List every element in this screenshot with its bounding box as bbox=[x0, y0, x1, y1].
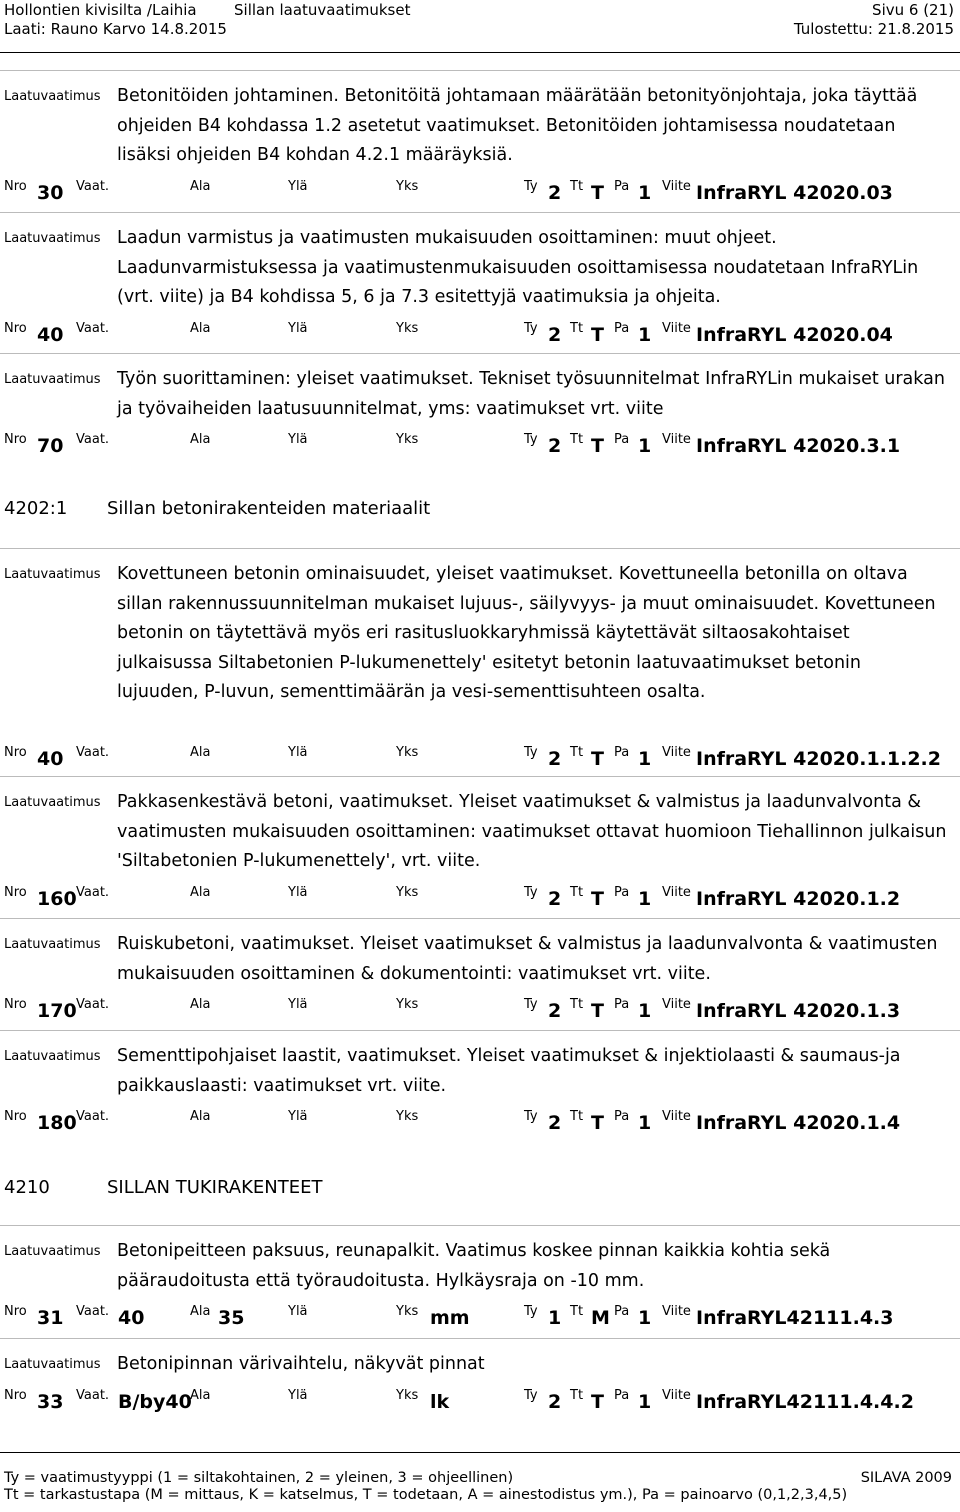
tt-value: T bbox=[591, 181, 604, 204]
section-divider bbox=[0, 353, 960, 354]
tt-label: Tt bbox=[570, 884, 584, 900]
ty-value: 2 bbox=[548, 323, 562, 346]
header-divider bbox=[0, 52, 960, 53]
nro-value: 30 bbox=[37, 181, 64, 204]
requirement-meta-row bbox=[4, 743, 956, 773]
page-number: Sivu 6 (21) bbox=[872, 1, 954, 19]
vaat-label: Vaat. bbox=[76, 997, 110, 1012]
yks-value: mm bbox=[430, 1307, 470, 1329]
page-footer bbox=[4, 1470, 952, 1504]
vaat-label: Vaat. bbox=[76, 320, 110, 336]
pa-label: Pa bbox=[614, 432, 630, 447]
tt-value: T bbox=[591, 1000, 604, 1022]
yks-label: Yks bbox=[396, 745, 419, 760]
pa-value: 1 bbox=[638, 435, 652, 457]
ala-label: Ala bbox=[190, 432, 211, 447]
yla-label: Ylä bbox=[288, 1304, 308, 1319]
requirement-meta-row bbox=[4, 319, 956, 349]
yla-label: Ylä bbox=[288, 1109, 308, 1124]
nro-value: 31 bbox=[37, 1307, 64, 1329]
nro-label: Nro bbox=[4, 1387, 27, 1403]
section-divider bbox=[0, 1338, 960, 1339]
yks-value: lk bbox=[430, 1390, 450, 1413]
requirement-text: Pakkasenkestävä betoni, vaatimukset. Yleiset vaatimukset & valmistus ja laadunvalvonta & vaatimusten mukaisuuden osoittaminen: vaatimukset ottavat huomioon Tiehallinnon julkaisun 'Siltabetonien P-lukumenettely', vrt. viite. bbox=[117, 792, 947, 871]
requirement-label: Laatuvaatimus bbox=[4, 1049, 101, 1064]
requirement-block bbox=[4, 930, 956, 1039]
yla-label: Ylä bbox=[288, 432, 308, 447]
yla-label: Ylä bbox=[288, 178, 308, 194]
ty-label: Ty bbox=[524, 1109, 538, 1124]
requirement-block bbox=[4, 1237, 956, 1346]
viite-label: Viite bbox=[662, 1304, 691, 1319]
printed-date: Tulostettu: 21.8.2015 bbox=[793, 20, 954, 38]
yks-label: Yks bbox=[396, 178, 419, 194]
viite-label: Viite bbox=[662, 997, 691, 1012]
viite-label: Viite bbox=[662, 432, 691, 447]
vaat-label: Vaat. bbox=[76, 1304, 110, 1319]
nro-label: Nro bbox=[4, 1304, 27, 1319]
viite-label: Viite bbox=[662, 1109, 691, 1124]
pa-label: Pa bbox=[614, 997, 630, 1012]
footer-legend-ty: Ty = vaatimustyyppi (1 = siltakohtainen, 2 = yleinen, 3 = ohjeellinen) bbox=[4, 1470, 514, 1486]
section-divider bbox=[0, 776, 960, 777]
author-line: Laati: Rauno Karvo 14.8.2015 bbox=[4, 20, 227, 38]
tt-value: T bbox=[591, 1112, 604, 1134]
nro-value: 180 bbox=[37, 1112, 77, 1134]
nro-label: Nro bbox=[4, 884, 27, 900]
requirement-meta-row bbox=[4, 1386, 956, 1416]
viite-value: InfraRYL42111.4.3 bbox=[696, 1307, 894, 1329]
ty-label: Ty bbox=[524, 432, 538, 447]
vaat-label: Vaat. bbox=[76, 1109, 110, 1124]
pa-value: 1 bbox=[638, 1000, 652, 1022]
viite-value: InfraRYL 42020.3.1 bbox=[696, 435, 901, 457]
ty-value: 2 bbox=[548, 181, 562, 204]
vaat-label: Vaat. bbox=[76, 745, 110, 760]
requirement-label: Laatuvaatimus bbox=[4, 937, 101, 952]
footer-divider bbox=[0, 1452, 960, 1453]
ala-label: Ala bbox=[190, 884, 211, 900]
ala-label: Ala bbox=[190, 320, 211, 336]
nro-label: Nro bbox=[4, 745, 27, 760]
ty-value: 2 bbox=[548, 1112, 562, 1134]
ty-value: 1 bbox=[548, 1307, 562, 1329]
requirement-text: Ruiskubetoni, vaatimukset. Yleiset vaatimukset & valmistus ja laadunvalvonta & vaatimusten mukaisuuden osoittaminen & dokumentointi: vaatimukset vrt. viite. bbox=[117, 934, 938, 984]
requirement-block bbox=[4, 788, 956, 927]
requirement-block bbox=[4, 1042, 956, 1151]
requirement-text: Sementtipohjaiset laastit, vaatimukset. Yleiset vaatimukset & injektiolaasti & saumaus-ja paikkauslaasti: vaatimukset vrt. viite. bbox=[117, 1046, 901, 1096]
section-divider bbox=[0, 70, 960, 71]
ala-label: Ala bbox=[190, 178, 211, 194]
yks-label: Yks bbox=[396, 884, 419, 900]
yks-label: Yks bbox=[396, 1387, 419, 1403]
pa-value: 1 bbox=[638, 1307, 652, 1329]
viite-value: InfraRYL 42020.04 bbox=[696, 323, 893, 346]
nro-value: 160 bbox=[37, 887, 77, 910]
ala-label: Ala bbox=[190, 1304, 211, 1319]
vaat-value: 40 bbox=[118, 1307, 145, 1329]
yla-label: Ylä bbox=[288, 745, 308, 760]
yla-label: Ylä bbox=[288, 884, 308, 900]
nro-value: 33 bbox=[37, 1390, 64, 1413]
section-divider bbox=[0, 548, 960, 549]
pa-label: Pa bbox=[614, 1304, 630, 1319]
tt-value: T bbox=[591, 1390, 604, 1413]
nro-label: Nro bbox=[4, 997, 27, 1012]
requirement-text: Työn suorittaminen: yleiset vaatimukset. Tekniset työsuunnitelmat InfraRYLin mukaiset urakan ja työvaiheiden laatusuunnitelmat, yms: vaatimukset vrt. viite bbox=[117, 369, 945, 419]
vaat-label: Vaat. bbox=[76, 884, 110, 900]
section-code: 4202:1 bbox=[4, 498, 68, 519]
yks-label: Yks bbox=[396, 432, 419, 447]
tt-label: Tt bbox=[570, 997, 584, 1012]
footer-brand: SILAVA 2009 bbox=[860, 1470, 952, 1486]
requirement-label: Laatuvaatimus bbox=[4, 372, 101, 387]
vaat-label: Vaat. bbox=[76, 432, 110, 447]
nro-value: 70 bbox=[37, 435, 64, 457]
requirement-meta-row bbox=[4, 1107, 956, 1137]
nro-label: Nro bbox=[4, 432, 27, 447]
footer-legend-tt: Tt = tarkastustapa (M = mittaus, K = katselmus, T = todetaan, A = ainestodistus ym.), Pa = painoarvo (0,1,2,3,4,5) bbox=[4, 1487, 848, 1503]
tt-label: Tt bbox=[570, 320, 584, 336]
document-title: Hollontien kivisilta /Laihia bbox=[4, 1, 197, 19]
pa-label: Pa bbox=[614, 178, 630, 194]
section-code: 4210 bbox=[4, 1177, 50, 1198]
ty-value: 2 bbox=[548, 1000, 562, 1022]
requirement-text: Kovettuneen betonin ominaisuudet, yleiset vaatimukset. Kovettuneella betonilla on oltava sillan rakennussuunnitelman mukaiset lujuus-, säilyvyys- ja muut ominaisuudet. Kovettuneen betonin on täytettävä myös eri rasitusluokkaryhmissä käytettävät siltaosakohtaiset julkaisussa Siltabetonien P-lukumenettely' esitetyt betonin laatuvaatimukset betonin lujuuden, P-luvun, sementtimäärän ja vesi-sementtisuhteen osalta. bbox=[117, 564, 936, 702]
viite-value: InfraRYL 42020.03 bbox=[696, 181, 893, 204]
ty-label: Ty bbox=[524, 997, 538, 1012]
vaat-value: B/by40 bbox=[118, 1390, 192, 1413]
tt-value: T bbox=[591, 748, 604, 770]
requirement-meta-row bbox=[4, 883, 956, 913]
tt-label: Tt bbox=[570, 1304, 584, 1319]
viite-value: InfraRYL42111.4.4.2 bbox=[696, 1390, 914, 1413]
viite-label: Viite bbox=[662, 745, 691, 760]
requirement-text: Betonitöiden johtaminen. Betonitöitä johtamaan määrätään betonityönjohtaja, joka täyttää ohjeiden B4 kohdassa 1.2 asetetut vaatimukset. Betonitöiden johtamisessa noudatetaan lisäksi ohjeiden B4 kohdan 4.2.1 määräyksiä. bbox=[117, 86, 918, 165]
requirement-meta-row bbox=[4, 995, 956, 1025]
section-divider bbox=[0, 212, 960, 213]
ty-value: 2 bbox=[548, 435, 562, 457]
section-title: SILLAN TUKIRAKENTEET bbox=[107, 1177, 323, 1198]
requirement-label: Laatuvaatimus bbox=[4, 89, 101, 104]
requirement-meta-row bbox=[4, 1302, 956, 1332]
ty-label: Ty bbox=[524, 884, 538, 900]
section-divider bbox=[0, 1030, 960, 1031]
pa-value: 1 bbox=[638, 181, 652, 204]
tt-value: T bbox=[591, 887, 604, 910]
pa-label: Pa bbox=[614, 1109, 630, 1124]
ala-label: Ala bbox=[190, 745, 211, 760]
pa-value: 1 bbox=[638, 887, 652, 910]
tt-value: T bbox=[591, 435, 604, 457]
requirement-label: Laatuvaatimus bbox=[4, 567, 101, 582]
requirement-label: Laatuvaatimus bbox=[4, 1244, 101, 1259]
pa-value: 1 bbox=[638, 323, 652, 346]
nro-value: 40 bbox=[37, 748, 64, 770]
tt-label: Tt bbox=[570, 178, 584, 194]
ty-label: Ty bbox=[524, 178, 538, 194]
ty-value: 2 bbox=[548, 1390, 562, 1413]
requirement-block bbox=[4, 82, 956, 221]
requirement-block bbox=[4, 560, 956, 787]
nro-value: 40 bbox=[37, 323, 64, 346]
pa-label: Pa bbox=[614, 884, 630, 900]
tt-value: T bbox=[591, 323, 604, 346]
yla-label: Ylä bbox=[288, 997, 308, 1012]
pa-value: 1 bbox=[638, 748, 652, 770]
nro-value: 170 bbox=[37, 1000, 77, 1022]
viite-label: Viite bbox=[662, 320, 691, 336]
pa-label: Pa bbox=[614, 1387, 630, 1403]
nro-label: Nro bbox=[4, 178, 27, 194]
requirement-text: Laadun varmistus ja vaatimusten mukaisuuden osoittaminen: muut ohjeet. Laadunvarmistuksessa ja vaatimustenmukaisuuden osoittamisessa noudatetaan InfraRYLin (vrt. viite) ja B4 kohdissa 5, 6 ja 7.3 esitettyjä vaatimuksia ja ohjeita. bbox=[117, 228, 919, 307]
requirement-meta-row bbox=[4, 177, 956, 207]
requirement-label: Laatuvaatimus bbox=[4, 231, 101, 246]
ty-value: 2 bbox=[548, 748, 562, 770]
viite-value: InfraRYL 42020.1.3 bbox=[696, 1000, 901, 1022]
section-divider bbox=[0, 1225, 960, 1226]
viite-label: Viite bbox=[662, 1387, 691, 1403]
viite-label: Viite bbox=[662, 884, 691, 900]
tt-label: Tt bbox=[570, 745, 584, 760]
ty-label: Ty bbox=[524, 1304, 538, 1319]
document-subtitle: Sillan laatuvaatimukset bbox=[234, 1, 411, 19]
viite-label: Viite bbox=[662, 178, 691, 194]
vaat-label: Vaat. bbox=[76, 1387, 110, 1403]
ala-label: Ala bbox=[190, 1387, 211, 1403]
vaat-label: Vaat. bbox=[76, 178, 110, 194]
ty-label: Ty bbox=[524, 1387, 538, 1403]
requirement-label: Laatuvaatimus bbox=[4, 1357, 101, 1372]
requirement-text: Betonipeitteen paksuus, reunapalkit. Vaatimus koskee pinnan kaikkia kohtia sekä pääraudoitusta että työraudoitusta. Hylkäysraja on -10 mm. bbox=[117, 1241, 831, 1291]
ala-value: 35 bbox=[218, 1307, 245, 1329]
viite-value: InfraRYL 42020.1.4 bbox=[696, 1112, 901, 1134]
yks-label: Yks bbox=[396, 1304, 419, 1319]
ty-label: Ty bbox=[524, 745, 538, 760]
yla-label: Ylä bbox=[288, 1387, 308, 1403]
pa-value: 1 bbox=[638, 1390, 652, 1413]
yks-label: Yks bbox=[396, 997, 419, 1012]
yks-label: Yks bbox=[396, 1109, 419, 1124]
tt-label: Tt bbox=[570, 1109, 584, 1124]
requirement-block bbox=[4, 365, 956, 474]
ty-value: 2 bbox=[548, 887, 562, 910]
tt-label: Tt bbox=[570, 432, 584, 447]
pa-value: 1 bbox=[638, 1112, 652, 1134]
section-divider bbox=[0, 918, 960, 919]
nro-label: Nro bbox=[4, 1109, 27, 1124]
requirement-text: Betonipinnan värivaihtelu, näkyvät pinnat bbox=[117, 1354, 485, 1374]
section-title: Sillan betonirakenteiden materiaalit bbox=[107, 498, 431, 519]
tt-label: Tt bbox=[570, 1387, 584, 1403]
yla-label: Ylä bbox=[288, 320, 308, 336]
viite-value: InfraRYL 42020.1.1.2.2 bbox=[696, 748, 941, 770]
viite-value: InfraRYL 42020.1.2 bbox=[696, 887, 901, 910]
requirement-meta-row bbox=[4, 430, 956, 460]
page-header bbox=[0, 0, 960, 40]
tt-value: M bbox=[591, 1307, 610, 1329]
pa-label: Pa bbox=[614, 745, 630, 760]
requirement-block bbox=[4, 1350, 956, 1430]
yks-label: Yks bbox=[396, 320, 419, 336]
requirement-block bbox=[4, 224, 956, 363]
requirement-label: Laatuvaatimus bbox=[4, 795, 101, 810]
nro-label: Nro bbox=[4, 320, 27, 336]
ala-label: Ala bbox=[190, 1109, 211, 1124]
ty-label: Ty bbox=[524, 320, 538, 336]
pa-label: Pa bbox=[614, 320, 630, 336]
ala-label: Ala bbox=[190, 997, 211, 1012]
